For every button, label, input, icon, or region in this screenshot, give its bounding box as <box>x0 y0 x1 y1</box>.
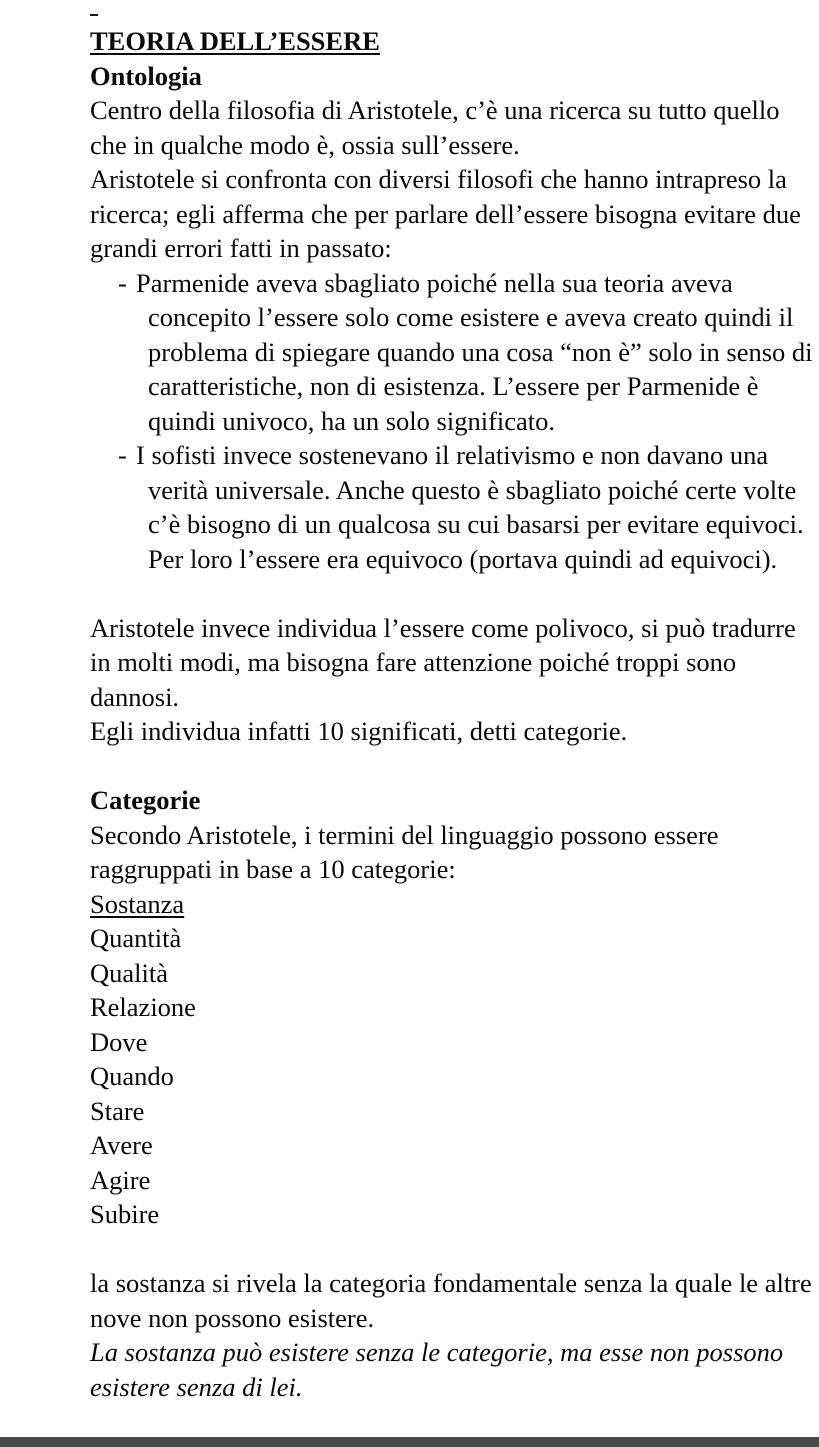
paragraph-polivoco: Aristotele invece individua l’essere come polivoco, si può tradurre in molti modi, ma bisogna fare attenzione poiché troppi sono dannosi. <box>90 612 796 712</box>
spacer <box>90 576 819 611</box>
list-item <box>90 266 819 439</box>
document-page <box>90 0 819 1404</box>
list-item <box>90 438 819 576</box>
category-item: Stare <box>90 1095 145 1126</box>
category-item: Relazione <box>90 992 196 1022</box>
paragraph-intro: Centro della filosofia di Aristotele, c’è una ricerca su tutto quello che in qualche modo è, ossia sull’essere. <box>90 95 780 160</box>
list-item-text: Parmenide aveva sbagliato poiché nella sua teoria aveva concepito l’essere solo come esistere e aveva creato quindi il problema di spiegare quando una cosa “non è” solo in senso di caratteristiche, non di esistenza. L’essere per Parmenide è quindi univoco, ha un solo significato. <box>136 267 813 436</box>
categories-list <box>90 887 819 1232</box>
paragraph-conclusion: la sostanza si rivela la categoria fondamentale senza la quale le altre nove non possono esistere. <box>90 1268 812 1333</box>
category-item: Sostanza <box>90 888 185 919</box>
bottom-scroll-bar <box>0 1437 819 1447</box>
section-heading-ontologia: Ontologia <box>90 60 202 91</box>
section-heading-categorie: Categorie <box>90 785 201 815</box>
errors-list <box>90 266 819 577</box>
category-item: Quando <box>90 1061 174 1091</box>
category-item: Agire <box>90 1164 151 1195</box>
category-item: Qualità <box>90 957 168 988</box>
spacer <box>90 1232 819 1267</box>
document-title: TEORIA DELL’ESSERE <box>90 26 380 56</box>
category-item: Avere <box>90 1130 153 1160</box>
paragraph-context: Aristotele si confronta con diversi filosofi che hanno intrapreso la ricerca; egli afferma che per parlare dell’essere bisogna evitare due grandi errori fatti in passato: <box>90 164 801 263</box>
italic-note: La sostanza può esistere senza le categorie, ma esse non possono esistere senza di lei. <box>90 1337 784 1402</box>
list-item-text: I sofisti invece sostenevano il relativismo e non davano una verità universale. Anche questo è sbagliato poiché certe volte c’è bisogno di un qualcosa su cui basarsi per evitare equivoci. Per loro l’essere era equivoco (portava quindi ad equivoci). <box>136 440 804 574</box>
paragraph-categories-count: Egli individua infatti 10 significati, detti categorie. <box>90 716 628 746</box>
category-item: Quantità <box>90 923 182 953</box>
dash-bullet: - <box>118 267 127 298</box>
category-item: Subire <box>90 1199 160 1229</box>
dash-bullet: - <box>118 440 127 470</box>
spacer <box>90 749 819 784</box>
paragraph-categories-intro: Secondo Aristotele, i termini del linguaggio possono essere raggruppati in base a 10 categorie: <box>90 819 719 884</box>
category-item: Dove <box>90 1026 148 1057</box>
